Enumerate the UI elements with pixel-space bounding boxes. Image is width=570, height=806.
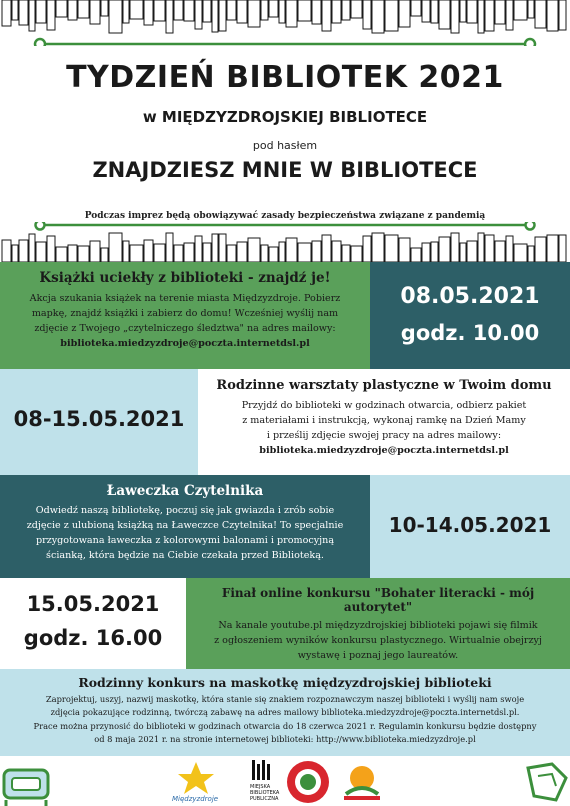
- book-spine: [227, 245, 236, 262]
- book-spine: [269, 0, 278, 17]
- book-spine: [332, 241, 341, 262]
- event-2-date: 08-15.05.2021: [13, 407, 185, 431]
- logo-3-line: PUBLICZNA: [250, 796, 279, 802]
- event-5-title: Rodzinny konkurs na maskotkę międzyzdrojskiej biblioteki: [78, 675, 492, 690]
- book-spine: [47, 0, 55, 30]
- book-spine: [342, 245, 350, 262]
- book-spine: [298, 0, 311, 21]
- event-4-line: Na kanale youtube.pl międzyzdrojskiej biblioteki pojawi się filmik: [218, 620, 538, 631]
- book-spine: [47, 236, 55, 262]
- book-spine: [269, 247, 278, 262]
- book-spine: [431, 0, 438, 23]
- book-spine: [485, 0, 494, 31]
- book-spine: [439, 237, 450, 262]
- page-title: TYDZIEŃ BIBLIOTEK 2021: [66, 60, 504, 95]
- event-2-line: Przyjdź do biblioteki w godzinach otwarcia, odbierz pakiet: [241, 400, 527, 411]
- event-5-text: [0, 693, 570, 747]
- event-3-title: Ławeczka Czytelnika: [106, 483, 264, 499]
- book-spine: [559, 0, 566, 30]
- book-spine: [279, 0, 285, 23]
- book-spine: [90, 0, 100, 24]
- book-spine: [460, 0, 466, 22]
- book-spine: [123, 0, 129, 23]
- logo-2-label: Międzyzdroje: [172, 795, 219, 803]
- book-spine: [411, 0, 421, 16]
- book-spine: [485, 235, 494, 262]
- book-spine: [547, 235, 558, 262]
- event-3-line: przygotowana ławeczka z kolorowymi balonami i promocyjną: [35, 535, 335, 547]
- event-1-text: [0, 291, 370, 352]
- book-spine: [506, 0, 513, 30]
- event-1-date: 08.05.2021: [400, 284, 540, 309]
- book-spine: [2, 240, 11, 262]
- book-spine: [322, 0, 331, 31]
- event-3-line: ścianką, która będzie na Ciebie czekała przed Biblioteką.: [46, 550, 324, 562]
- event-2-title: Rodzinne warsztaty plastyczne w Twoim domu: [216, 378, 552, 393]
- event-2-email: biblioteka.miedzyzdroje@poczta.internetdsl.pl: [259, 445, 509, 457]
- footer-logos: [0, 756, 570, 806]
- book-spine: [219, 0, 226, 31]
- event-3-date: 10-14.05.2021: [388, 513, 552, 537]
- book-spine: [101, 0, 108, 16]
- event-2-text: [198, 398, 570, 459]
- book-spine: [36, 0, 46, 23]
- event-1-email: biblioteka.miedzyzdroje@poczta.internetdsl.pl: [60, 338, 310, 350]
- book-spine: [261, 245, 268, 262]
- book-spine: [78, 0, 89, 18]
- event-1-line: mapkę, znajdź książki i zabierz do domu! Wcześniej wyślij nam: [31, 308, 339, 320]
- book-spine: [248, 0, 260, 27]
- event-5-line: od 8 maja 2021 r. na stronie internetowej biblioteki: http://www.biblioteka.miedzyzdroje.pl: [94, 734, 476, 745]
- book-spine: [372, 0, 384, 33]
- event-2-line: z materiałami i instrukcją, wykonaj ramkę na Dzień Mamy: [242, 415, 526, 427]
- book-spine: [29, 234, 35, 262]
- book-spine: [535, 237, 546, 262]
- book-spine: [439, 0, 450, 29]
- event-3-date-box: [370, 475, 570, 578]
- event-5-description: [0, 669, 570, 756]
- event-1-date-box: [370, 262, 570, 369]
- book-spine: [109, 233, 122, 262]
- event-4-line: z ogłoszeniem wyników konkursu plastycznego. Wirtualnie obejrzyj: [214, 635, 542, 647]
- hand-book-icon: [528, 764, 566, 800]
- book-spine: [12, 0, 18, 20]
- book-spine: [130, 0, 143, 19]
- book-spine: [547, 0, 558, 31]
- bookshelf-middle-decoration: [0, 222, 570, 262]
- book-spine: [144, 240, 153, 262]
- star-person-icon: [172, 762, 218, 803]
- event-5-line: Zaprojektuj, uszyj, nazwij maskotkę, która stanie się znakiem rozpoznawczym naszej biblioteki i wyślij nam swoje: [45, 694, 525, 704]
- book-spine: [184, 243, 194, 262]
- book-spine: [506, 236, 513, 262]
- book-spine: [219, 234, 226, 262]
- event-3-text: [0, 503, 370, 564]
- event-3-line: Odwiedź naszą bibliotekę, poczuj się jak gwiazda i zrób sobie: [35, 505, 335, 516]
- book-spine: [195, 236, 202, 262]
- event-1-time: godz. 10.00: [400, 321, 540, 345]
- book-spine: [227, 0, 236, 20]
- event-2-line: i prześlij zdjęcie swojej pracy na adres mailowy:: [266, 430, 502, 442]
- book-spine: [312, 241, 321, 262]
- book-spine: [342, 0, 350, 20]
- book-spine: [460, 243, 466, 262]
- book-spine: [286, 0, 297, 27]
- book-spine: [351, 246, 362, 262]
- book-spine: [312, 0, 321, 24]
- bookshelf-top-decoration: [0, 0, 570, 46]
- round-seal-icon: [287, 761, 329, 803]
- event-2-description: [198, 369, 570, 475]
- book-spine: [78, 246, 89, 262]
- event-1-title: Książki uciekły z biblioteki - znajdź je!: [39, 270, 331, 286]
- book-spine: [109, 0, 122, 33]
- book-spine: [166, 0, 173, 33]
- event-3-line: zdjęcie z ulubioną książką na Ławeczce Czytelnika! To specjalnie: [26, 520, 344, 532]
- book-spine: [237, 242, 247, 262]
- book-spine: [495, 241, 505, 262]
- book-spine: [19, 240, 28, 262]
- book-spine: [166, 233, 173, 262]
- safety-notice: Podczas imprez będą obowiązywać zasady bezpieczeństwa związane z pandemią: [84, 211, 486, 221]
- event-4-line: wystawę i poznaj jego laureatów.: [297, 650, 459, 662]
- event-1: [0, 262, 570, 369]
- event-3: [0, 475, 570, 578]
- event-4: [0, 578, 570, 669]
- event-4-title: Finał online konkursu "Bohater literacki - mój autorytet": [221, 586, 535, 614]
- book-spine: [363, 236, 371, 262]
- book-spine: [90, 241, 100, 262]
- book-spine: [559, 235, 566, 262]
- motto-intro: pod hasłem: [252, 139, 318, 152]
- book-spine: [203, 243, 211, 262]
- event-2: [0, 369, 570, 475]
- event-1-line: Akcja szukania książek na terenie miasta Międzyzdroje. Pobierz: [29, 293, 341, 304]
- motto: ZNAJDZIESZ MNIE W BIBLIOTECE: [92, 158, 478, 182]
- event-4-date: 15.05.2021: [26, 592, 160, 616]
- book-spine: [184, 0, 194, 21]
- event-4-description: [186, 578, 570, 669]
- book-spine: [495, 0, 505, 24]
- book-spine: [478, 0, 484, 33]
- sun-logo-icon: [344, 766, 380, 800]
- book-spine: [451, 0, 459, 33]
- book-spine: [195, 0, 202, 29]
- book-spine: [467, 241, 477, 262]
- book-spine: [528, 0, 534, 18]
- book-spine: [351, 0, 362, 18]
- event-5-line: zdjęcia pokazujące rodzinną, twórczą zabawę na adres mailowy biblioteka.miedzyzdroje@poczta.internetdsl.pl.: [50, 707, 520, 718]
- book-spine: [514, 244, 527, 262]
- book-spine: [422, 0, 430, 22]
- book-spine: [385, 235, 398, 262]
- book-spine: [101, 248, 108, 262]
- book-spine: [298, 243, 311, 262]
- book-spine: [363, 0, 371, 29]
- book-spine: [332, 0, 341, 23]
- book-spine: [399, 238, 410, 262]
- event-5: [0, 669, 570, 756]
- book-spine: [19, 0, 28, 25]
- book-spine: [478, 233, 484, 262]
- event-3-description: [0, 475, 370, 578]
- book-spine: [144, 0, 153, 25]
- book-spine: [467, 0, 477, 23]
- book-spine: [154, 0, 165, 21]
- book-spine: [528, 246, 534, 262]
- book-spine: [451, 233, 459, 262]
- book-spine: [322, 235, 331, 262]
- book-spine: [286, 238, 297, 262]
- book-spine: [514, 0, 527, 20]
- book-spine: [29, 0, 35, 31]
- book-spine: [248, 238, 260, 262]
- event-4-time: godz. 16.00: [23, 626, 163, 650]
- book-spine: [56, 0, 67, 17]
- event-4-text: [186, 618, 570, 663]
- page-subtitle: w MIĘDZYZDROJSKIEJ BIBLIOTECE: [142, 108, 428, 126]
- book-spine: [212, 0, 218, 32]
- book-spine: [203, 0, 211, 22]
- book-spine: [130, 245, 143, 262]
- event-5-line: Prace można przynosić do biblioteki w godzinach otwarcia do 18 czerwca 2021 r. Regulamin konkursu będzie dostępny: [33, 720, 537, 731]
- book-spine: [385, 0, 398, 31]
- event-2-date-box: [0, 369, 198, 475]
- book-spine: [123, 241, 129, 262]
- book-spine: [372, 233, 384, 262]
- book-spine: [68, 0, 77, 20]
- event-1-description: [0, 262, 370, 369]
- bench-icon: [4, 770, 48, 806]
- book-spine: [56, 247, 67, 262]
- book-spine: [12, 245, 18, 262]
- book-spine: [399, 0, 410, 27]
- book-spine: [36, 242, 46, 262]
- book-spine: [279, 242, 285, 262]
- book-spine: [174, 0, 183, 20]
- book-spine: [431, 242, 438, 262]
- book-spine: [68, 245, 77, 262]
- book-spine: [212, 234, 218, 262]
- book-spine: [422, 243, 430, 262]
- event-4-date-box: [0, 578, 186, 669]
- logo-3-line: MIEJSKA: [250, 784, 271, 790]
- book-spine: [411, 248, 421, 262]
- book-spine: [2, 0, 11, 26]
- logo-3-line: BIBLIOTEKA: [250, 790, 280, 796]
- book-spine: [174, 245, 183, 262]
- book-spine: [535, 0, 546, 28]
- library-logo-icon: [250, 760, 280, 802]
- book-spine: [261, 0, 268, 20]
- book-spine: [154, 244, 165, 262]
- book-spine: [237, 0, 247, 23]
- event-1-line: zdjęcie z Twojego „czytelniczego śledztwa" na adres mailowy:: [34, 323, 336, 335]
